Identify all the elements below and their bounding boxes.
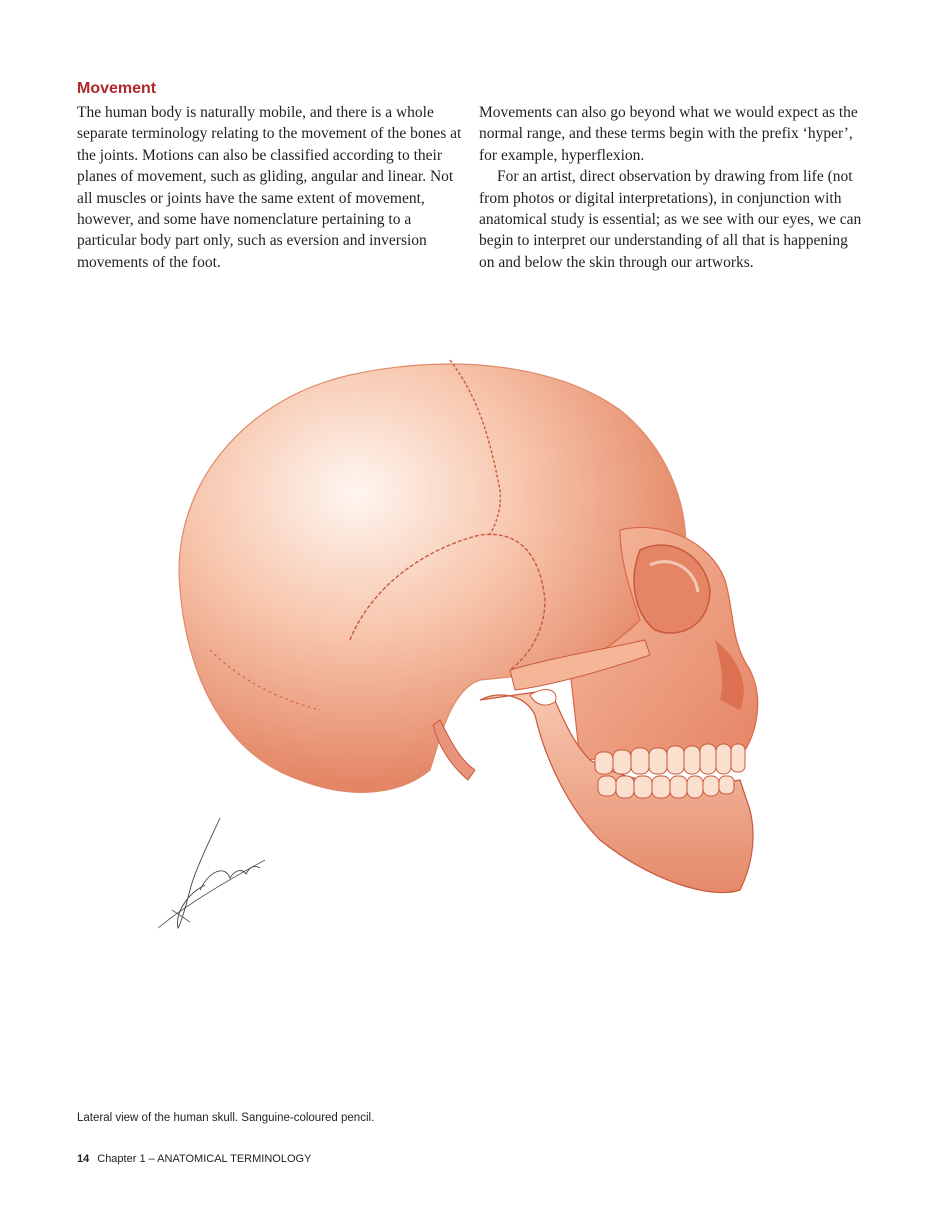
paragraph: The human body is naturally mobile, and there is a whole separate terminology relating to the movement of the bones at the joints. Motions can also be classified according to their planes of movement, such as gliding, angular and linear. Not all muscles or joints have the same extent of movement, however, and some have nomenclature pertaining to a particular body part only, such as eversion and inversion movements of the foot. [77, 104, 462, 271]
right-text-column [479, 102, 864, 273]
paragraph: For an artist, direct observation by drawing from life (not from photos or digital interpretations), in conjunction with anatomical study is essential; as we see with our eyes, we can begin to interpret our understanding of all that is happening on and below the skin through our artworks. [479, 168, 862, 271]
left-text-column [77, 102, 462, 273]
mastoid-process [433, 720, 475, 780]
artist-signature [150, 810, 280, 940]
section-heading: Movement [77, 80, 157, 97]
figure-caption: Lateral view of the human skull. Sanguine-coloured pencil. [77, 1112, 375, 1124]
page-footer [77, 1153, 311, 1165]
teeth [595, 744, 745, 798]
page-number: 14 [77, 1153, 90, 1165]
running-title: Chapter 1 – ANATOMICAL TERMINOLOGY [97, 1153, 312, 1165]
paragraph: Movements can also go beyond what we would expect as the normal range, and these terms begin with the prefix ‘hyper’, for example, hyperflexion. [479, 104, 858, 164]
